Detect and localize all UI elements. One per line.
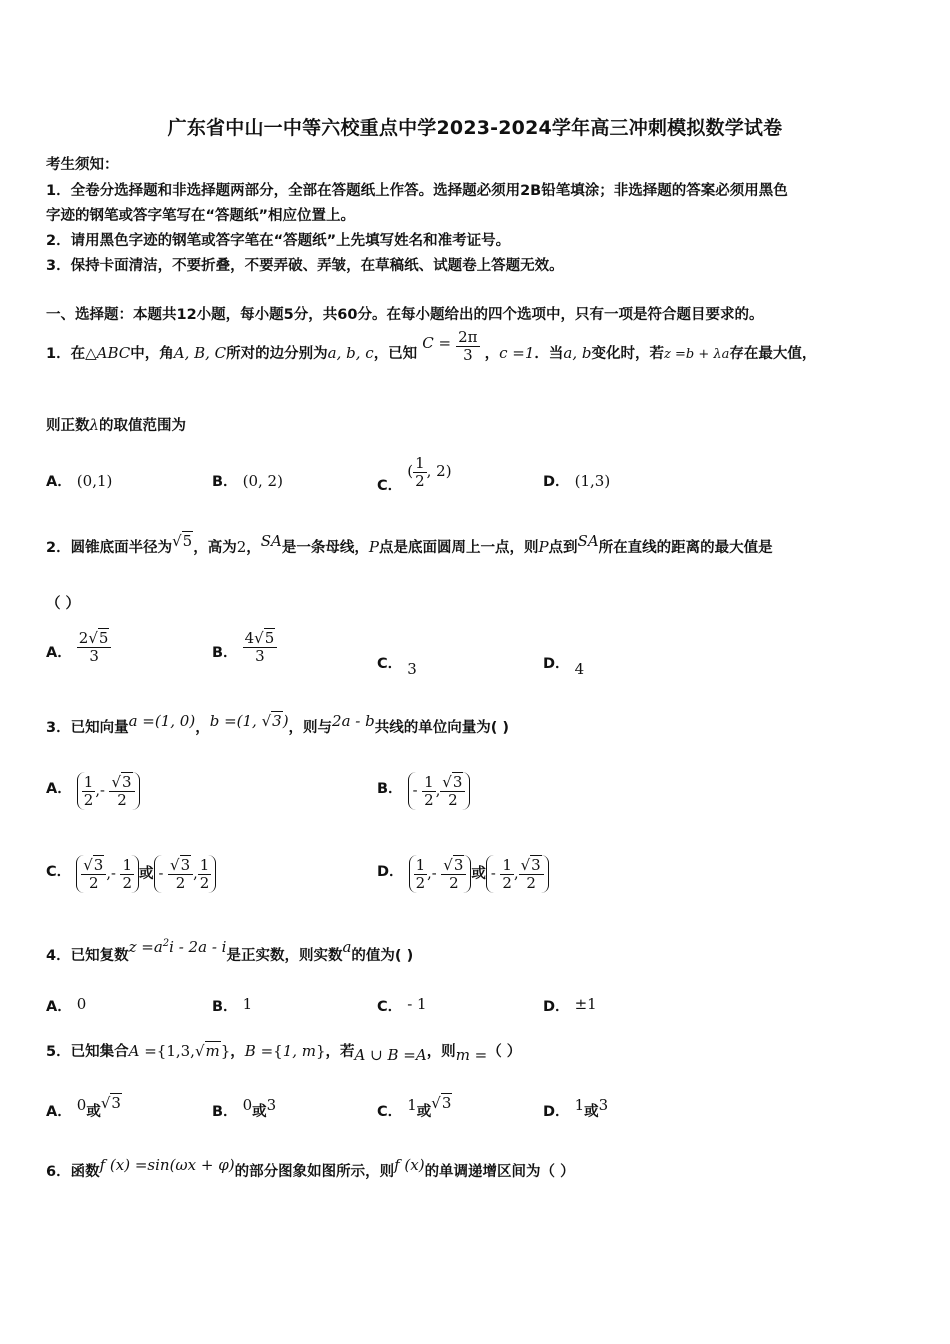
option-label: D． [543,474,570,490]
text: 存在最大值， [729,346,817,362]
fraction [243,630,278,664]
text: 2．圆锥底面半径为 [46,540,173,556]
q2-option-b[interactable] [212,630,277,664]
math-expr: a, b, c [327,344,374,362]
option-value: (0,1) [76,472,113,490]
math-expr: C = [422,334,452,352]
numerator: 2π [458,328,478,346]
denominator: 2 [83,790,94,809]
math-expr: A ∪ B =A [354,1046,427,1064]
numerator: 1 [424,773,434,791]
numerator: 1 [83,773,94,791]
vector-paren [154,855,217,893]
set-elements: 1, m [282,1042,316,1060]
q4-option-d[interactable] [543,995,597,1016]
text: 的单调递增区间为（ ） [424,1164,575,1180]
exponent: 2 [162,938,170,949]
option-value-prefix: ( [407,462,414,480]
option-value-suffix: , 2) [426,462,452,480]
fraction [168,857,193,891]
option-value: 1 [574,1096,585,1114]
q1-option-d[interactable] [543,470,610,491]
text: （ ） [487,1044,522,1060]
text: 的取值范围为 [99,418,187,434]
comma: , [193,866,198,882]
q1-option-c[interactable] [377,454,452,494]
page-title: 广东省中山一中等六校重点中学2023-2024学年高三冲刺模拟数学试卷 [167,117,783,139]
option-value: 3 [407,660,417,678]
vector-paren [408,772,471,810]
radicand: m [205,1042,220,1060]
text: 共线的单位向量为( ) [374,720,510,736]
text: 所在直线的距离的最大值是 [598,540,773,556]
radicand: 3 [122,773,132,791]
text: 是一条母线， [281,540,369,556]
numerator: 1 [199,856,210,874]
option-value: 1 [407,1096,417,1114]
minus-sign: - [110,866,121,882]
numerator: 1 [415,856,426,874]
option-label: D． [543,656,570,672]
denominator: 2 [449,873,459,892]
q4-option-a[interactable] [46,995,86,1016]
question-4 [46,938,414,965]
q2-option-c[interactable] [377,652,417,678]
q1-option-a[interactable] [46,470,112,491]
text: 的部分图象如图所示，则 [234,1164,395,1180]
section-heading: 一、选择题：本题共12小题，每小题5分，共60分。在每小题给出的四个选项中，只有一项是符合题目要求的。 [46,307,764,323]
expr-start: z =a [128,938,163,956]
option-label: B． [377,781,403,797]
option-label: A． [46,999,72,1015]
vector-paren [409,855,472,893]
denominator: 2 [526,873,536,892]
denominator: 2 [89,873,99,892]
vector-b-start: b =(1, [209,712,262,730]
math-expr: c =1 [499,344,535,362]
notice-heading: 考生须知： [46,157,119,173]
question-6 [46,1156,575,1181]
fraction [422,774,436,808]
radicand: 5 [182,532,193,550]
denominator: 2 [117,790,127,809]
vector-paren [486,855,549,893]
denominator: 2 [502,873,512,892]
numerator: 4√5 [243,630,278,648]
text: 6．函数 [46,1164,100,1180]
text: ，若 [325,1044,355,1060]
text: ， [246,540,261,556]
fraction [456,329,479,363]
minus-sign: - [158,866,169,882]
option-value: - 1 [407,995,427,1013]
radicand: 5 [264,629,275,647]
expr-end: i - 2a - i [169,938,227,956]
numerator: 2√5 [77,630,112,648]
text: ，则 [426,1044,456,1060]
option-label: A． [46,474,72,490]
notice-item: 1．全卷分选择题和非选择题两部分，全部在答题纸上作答。选择题必须用2B铅笔填涂；非选择题的答案必须用黑色 [46,183,788,199]
option-label: B． [212,474,238,490]
minus-sign: - [99,783,110,799]
numerator: √3 [168,857,193,875]
numerator: √3 [109,774,134,792]
text: ， [484,346,500,362]
denominator: 3 [463,345,473,364]
set-elements: 1,3, [166,1042,195,1060]
option-value: 3 [266,1096,277,1114]
option-value: 0 [76,995,87,1013]
function-expr: f (x) =sin(ωx + φ) [99,1156,235,1174]
numerator: 1 [502,856,512,874]
fraction [120,857,134,891]
text: 4．已知复数 [46,948,129,964]
math-expr: A, B, C [173,344,227,362]
notice-item: 2．请用黑色字迹的钢笔或答字笔在“答题纸”上先填写姓名和准考证号。 [46,233,511,249]
fraction [109,774,134,808]
numerator: 1 [415,454,425,472]
text: 所对的边分别为 [226,346,328,362]
vector-b-end: ) [282,712,289,730]
math-expr: SA [260,532,282,550]
fraction [519,857,544,891]
text: 3．已知向量 [46,720,129,736]
text: ， [195,720,210,736]
option-label: A． [46,781,72,797]
radicand: 5 [98,629,109,647]
fraction [77,630,112,664]
complex-expr [129,938,227,956]
denominator: 2 [448,790,458,809]
q4-option-c[interactable] [377,995,427,1016]
sqrt-expr: √5 [172,532,193,550]
notice-item: 3．保持卡面清洁，不要折叠，不要弄破、弄皱，在草稿纸、试题卷上答题无效。 [46,258,564,274]
triangle-symbol: △ABC [85,344,131,362]
math-expr: B = [244,1042,274,1060]
fraction [441,857,466,891]
q4-option-b[interactable] [212,995,252,1016]
or-word: 或 [416,1104,432,1120]
math-expr: 2 [236,538,247,556]
fraction [82,774,96,808]
coef: 4 [244,629,255,647]
radicand: 3 [453,856,464,874]
fraction [81,857,106,891]
vector-a: a =(1, 0) [128,712,196,730]
text: 5．已知集合 [46,1044,129,1060]
minus-sign: - [431,866,442,882]
set-a: {1,3,√m} [156,1042,231,1060]
or-word: 或 [139,866,154,882]
math-expr: m = [455,1046,488,1064]
notice-item: 字迹的钢笔或答字笔写在“答题纸”相应位置上。 [46,208,356,224]
question-3 [46,712,510,737]
denominator: 2 [424,790,434,809]
lambda-symbol: λ [89,416,100,434]
option-label: C． [377,1104,403,1120]
radicand: 3 [93,856,104,874]
minus-sign: - [490,866,501,882]
option-value: (1,3) [574,472,611,490]
option-label: D． [543,999,570,1015]
vector-b: b =(1, √3) [209,712,289,730]
option-value: 4 [574,660,585,678]
or-word: 或 [86,1104,101,1120]
text: 1．在 [46,346,86,362]
option-value: 0 [242,1096,253,1114]
text: 点是底面圆周上一点，则 [378,540,539,556]
option-value: ±1 [574,995,597,1013]
text: 变化时，若 [591,346,664,362]
option-label: D． [543,1104,570,1120]
comma: , [435,783,441,799]
q2-option-a[interactable] [46,630,111,664]
numerator: √3 [519,857,544,875]
or-word: 或 [584,1104,599,1120]
fraction [413,455,427,489]
comma: , [427,866,432,882]
vector-paren [77,772,140,810]
math-expr: a [342,938,352,956]
text: ．当 [534,346,564,362]
denominator: 2 [415,471,425,490]
q5-option-d[interactable] [543,1096,609,1121]
math-expr: P [368,538,379,556]
minus-sign: - [412,783,423,799]
fraction [198,857,212,891]
math-expr: P [538,538,549,556]
comma: , [513,866,519,882]
text: 点到 [548,540,578,556]
math-expr: a, b [563,344,592,362]
q5-option-c[interactable] [377,1094,452,1121]
radicand: 3 [111,1094,121,1112]
radicand: 3 [531,856,541,874]
option-value: (0, 2) [242,472,283,490]
comma: , [95,783,100,799]
text: 中，角 [130,346,174,362]
text: 则正数 [46,418,90,434]
or-word: 或 [471,866,486,882]
denominator: 2 [175,873,186,892]
denominator: 3 [89,646,99,665]
question-2 [46,532,773,557]
radicand: 3 [441,1094,452,1112]
math-expr: SA [577,532,599,550]
option-label: D． [377,864,404,880]
vector-paren [76,855,139,893]
q2-option-d[interactable] [543,652,585,678]
text: ，已知 [373,346,418,362]
q5-option-a[interactable] [46,1094,122,1121]
denominator: 2 [122,873,132,892]
set-b: {1, m} [273,1042,326,1060]
text: 是正实数，则实数 [226,948,343,964]
math-expr: 2a - b [332,712,375,730]
denominator: 2 [199,873,210,892]
option-label: C． [377,478,403,494]
option-value: 1 [242,995,253,1013]
comma: , [106,866,111,882]
math-expr: z =b + λa [663,347,730,362]
or-word: 或 [252,1104,267,1120]
option-label: C． [46,864,72,880]
coef: 2 [78,629,89,647]
numerator: √3 [440,774,465,792]
text: 的值为( ) [351,948,414,964]
option-value: 0 [76,1096,87,1114]
fraction [440,774,465,808]
sqrt-expr: √3 [431,1094,452,1112]
text: ，则与 [288,720,333,736]
radicand: 3 [272,712,282,730]
question-1 [46,328,817,371]
q3-option-b[interactable] [377,772,470,810]
option-label: C． [377,999,403,1015]
numerator: 1 [122,856,132,874]
option-label: B． [212,1104,238,1120]
text: ， [230,1044,245,1060]
question-5 [46,1040,522,1064]
q1-option-b[interactable] [212,470,283,491]
fraction [414,857,428,891]
math-expr: A = [128,1042,157,1060]
option-label: A． [46,1104,72,1120]
denominator: 2 [415,873,426,892]
radicand: 3 [452,773,463,791]
question-2-paren: （ ） [46,596,81,612]
q3-option-a[interactable] [46,772,140,810]
fraction [500,857,514,891]
q3-option-d[interactable] [377,855,549,893]
text: ，高为 [193,540,237,556]
denominator: 3 [255,646,265,665]
q5-option-b[interactable] [212,1096,277,1121]
option-label: A． [46,645,72,661]
option-label: B． [212,999,238,1015]
question-1-line2 [46,414,186,435]
numerator: √3 [81,857,106,875]
option-label: B． [212,645,238,661]
sqrt-expr: √3 [100,1094,121,1112]
function-expr: f (x) [394,1156,425,1174]
radicand: 3 [180,856,191,874]
q3-option-c[interactable] [46,855,216,893]
option-value: 3 [598,1096,609,1114]
numerator: √3 [441,857,466,875]
option-label: C． [377,656,403,672]
